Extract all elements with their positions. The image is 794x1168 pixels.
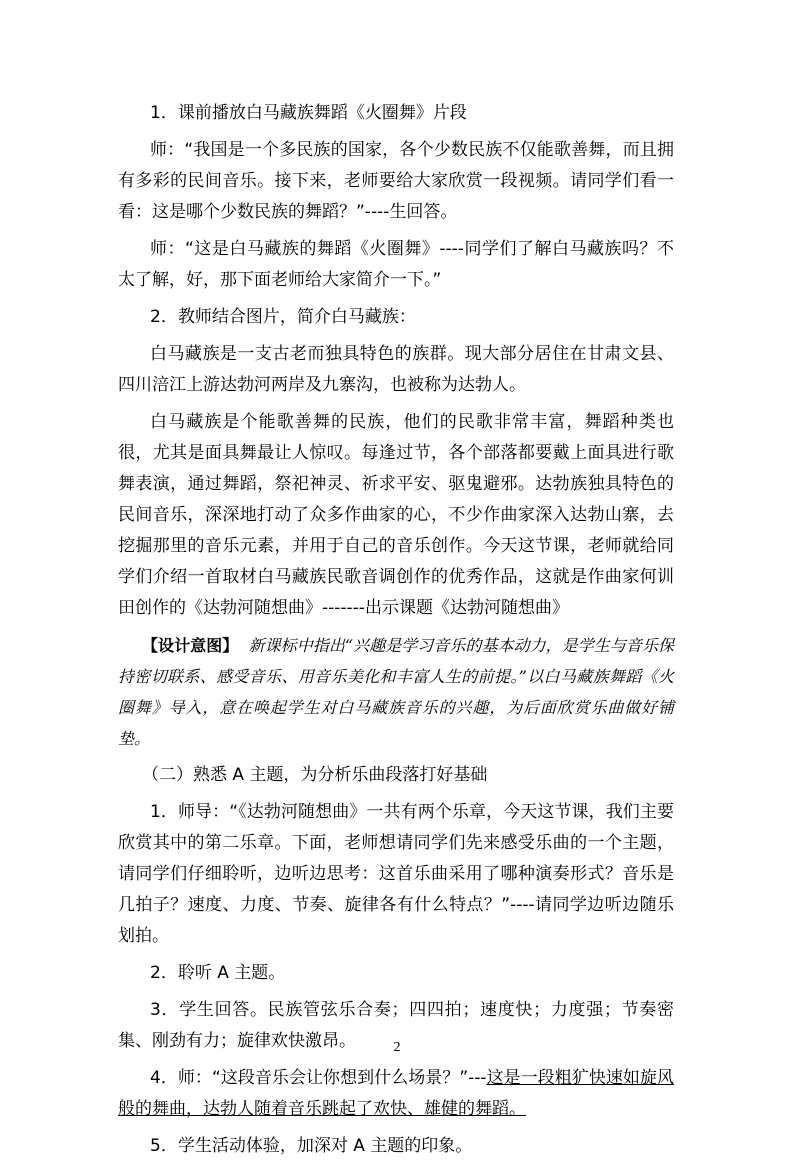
question-3: 3．学生回答。民族管弦乐合奏；四四拍；速度快；力度强；节奏密集、刚劲有力；旋律欢快激昂。 (118, 1000, 674, 1051)
design-intent-label: 【设计意图】 (142, 636, 239, 655)
question-4 (118, 1063, 674, 1125)
step-2-heading: 2．教师结合图片，简介白马藏族： (150, 307, 416, 327)
design-intent (118, 630, 674, 754)
step-1-heading: 1．课前播放白马藏族舞蹈《火圈舞》片段 (150, 103, 467, 123)
teacher-dialogue-2: 师：“这是白马藏族的舞蹈《火圈舞》----同学们了解白马藏族吗？不太了解，好，那下面老师给大家简介一下。” (118, 239, 674, 290)
question-5: 5．学生活动体验，加深对 A 主题的印象。 (150, 1136, 473, 1156)
page-number: 2 (393, 1040, 401, 1055)
design-intent-text: 新课标中指出“兴趣是学习音乐的基本动力，是学生与音乐保持密切联系、感受音乐、用音乐美化和丰富人生的前提。”以白马藏族舞蹈《火圈舞》导入，意在唤起学生对白马藏族音乐的兴趣，为后面欣赏乐曲做好铺垫。 (118, 636, 675, 748)
document-body (118, 98, 674, 1168)
question-2: 2．聆听 A 主题。 (150, 963, 286, 983)
teacher-dialogue-1: 师：“我国是一个多民族的国家，各个少数民族不仅能歌善舞，而且拥有多彩的民间音乐。接下来，老师要给大家欣赏一段视频。请同学们看一看：这是哪个少数民族的舞蹈？”----生回答。 (118, 140, 674, 222)
section-2-title: （二）熟悉 A 主题，为分析乐曲段落打好基础 (142, 765, 488, 785)
intro-paragraph-1: 白马藏族是一支古老而独具特色的族群。现大部分居住在甘肃文县、四川涪江上游达勃河两岸及九寨沟，也被称为达勃人。 (118, 344, 674, 395)
question-4-answer: 这是一段粗犷快速如旋风般的舞曲，达勃人随着音乐跳起了欢快、雄健的舞蹈。 (118, 1068, 675, 1119)
question-4-prompt: 4．师：“这段音乐会让你想到什么场景？”--- (150, 1068, 487, 1088)
question-1: 1．师导：“《达勃河随想曲》一共有两个乐章，今天这节课，我们主要欣赏其中的第二乐章。下面，老师想请同学们先来感受乐曲的一个主题，请同学们仔细聆听，边听边思考：这首乐曲采用了哪种演奏形式？音乐是几拍子？速度、力度、节奏、旋律各有什么特点？”----请同学边听边随乐划拍。 (118, 802, 674, 946)
intro-paragraph-2: 白马藏族是个能歌善舞的民族，他们的民歌非常丰富，舞蹈种类也很，尤其是面具舞最让人惊叹。每逢过节，各个部落都要戴上面具进行歌舞表演，通过舞蹈，祭祀神灵、祈求平安、驱鬼避邪。达勃族独具特色的民间音乐，深深地打动了众多作曲家的心，不少作曲家深入达勃山寨，去挖掘那里的音乐元素，并用于自己的音乐创作。今天这节课，老师就给同学们介绍一首取材白马藏族民歌音调创作的优秀作品，这就是作曲家何训田创作的《达勃河随想曲》-------出示课题《达勃河随想曲》 (118, 412, 674, 618)
